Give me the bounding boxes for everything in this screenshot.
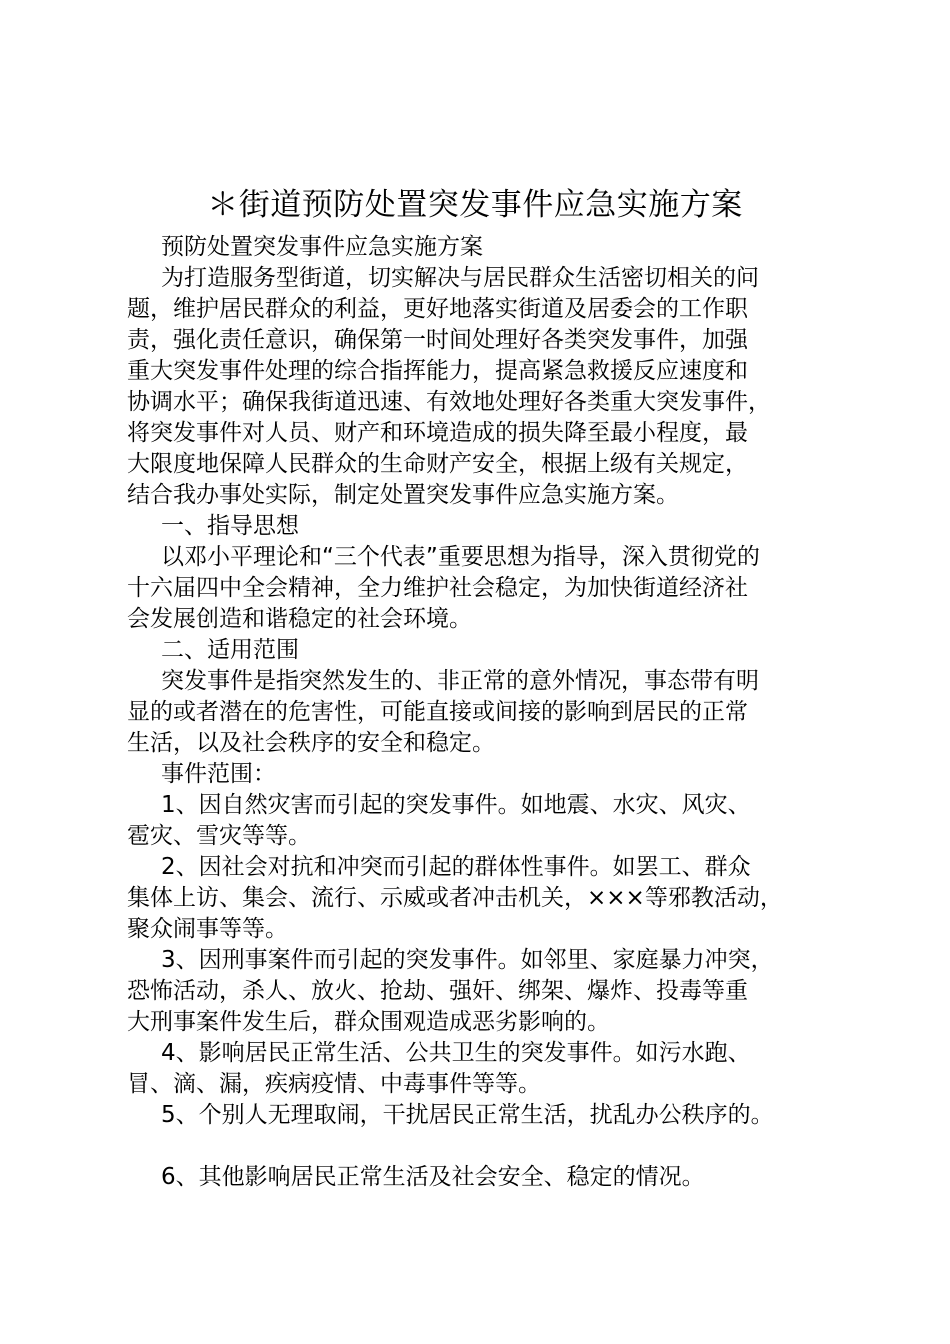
list-item-2-line: 聚众闹事等等。 [127,916,288,942]
scope-paragraph-line: 生活，以及社会秩序的安全和稳定。 [127,730,495,756]
intro-paragraph-line: 大限度地保障人民群众的生命财产安全，根据上级有关规定， [127,451,748,477]
list-item-1-line: 1、因自然灾害而引起的突发事件。如地震、水灾、风灾、 [161,792,751,818]
guiding-paragraph-line: 会发展创造和谐稳定的社会环境。 [127,606,472,632]
intro-paragraph-line: 为打造服务型街道，切实解决与居民群众生活密切相关的问 [161,265,759,291]
guiding-paragraph-line: 以邓小平理论和“三个代表”重要思想为指导，深入贯彻党的 [161,544,760,570]
guiding-paragraph-line: 十六届四中全会精神，全力维护社会稳定，为加快街道经济社 [127,575,748,601]
list-item-6-line: 6、其他影响居民正常生活及社会安全、稳定的情况。 [161,1164,705,1190]
intro-paragraph-line: 协调水平；确保我街道迅速、有效地处理好各类重大突发事件， [127,389,771,415]
intro-paragraph-line: 重大突发事件处理的综合指挥能力，提高紧急救援反应速度和 [127,358,748,384]
list-item-3-line: 3、因刑事案件而引起的突发事件。如邻里、家庭暴力冲突， [161,947,774,973]
intro-paragraph-line: 结合我办事处实际，制定处置突发事件应急实施方案。 [127,482,679,508]
scope-paragraph-line: 显的或者潜在的危害性，可能直接或间接的影响到居民的正常 [127,699,748,725]
paragraph-spacer [127,1131,857,1162]
list-item-3-line: 恐怖活动，杀人、放火、抢劫、强奸、绑架、爆炸、投毒等重 [127,978,748,1004]
scope-paragraph-line: 突发事件是指突然发生的、非正常的意外情况，事态带有明 [161,668,759,694]
intro-paragraph-line: 将突发事件对人员、财产和环境造成的损失降至最小程度，最 [127,420,748,446]
list-item-4-line: 4、影响居民正常生活、公共卫生的突发事件。如污水跑、 [161,1040,751,1066]
list-item-5-line: 5、个别人无理取闹，干扰居民正常生活，扰乱办公秩序的。 [161,1102,774,1128]
intro-paragraph-line: 责，强化责任意识，确保第一时间处理好各类突发事件，加强 [127,327,748,353]
section-heading-scope: 二、适用范围 [161,637,299,663]
subtitle-line: 预防处置突发事件应急实施方案 [161,234,483,260]
document-body [127,232,857,1193]
list-item-2-line: 2、因社会对抗和冲突而引起的群体性事件。如罢工、群众 [161,854,751,880]
document-title: ＊街道预防处置突发事件应急实施方案 [207,187,743,223]
section-heading-guiding-ideology: 一、指导思想 [161,513,299,539]
list-item-3-line: 大刑事案件发生后，群众围观造成恶劣影响的。 [127,1009,610,1035]
list-item-1-line: 雹灾、雪灾等等。 [127,823,311,849]
list-item-2-line: 集体上访、集会、流行、示威或者冲击机关，×××等邪教活动， [127,885,783,911]
intro-paragraph-line: 题，维护居民群众的利益，更好地落实街道及居委会的工作职 [127,296,748,322]
event-scope-label: 事件范围： [161,761,276,787]
list-item-4-line: 冒、滴、漏，疾病疫情、中毒事件等等。 [127,1071,541,1097]
